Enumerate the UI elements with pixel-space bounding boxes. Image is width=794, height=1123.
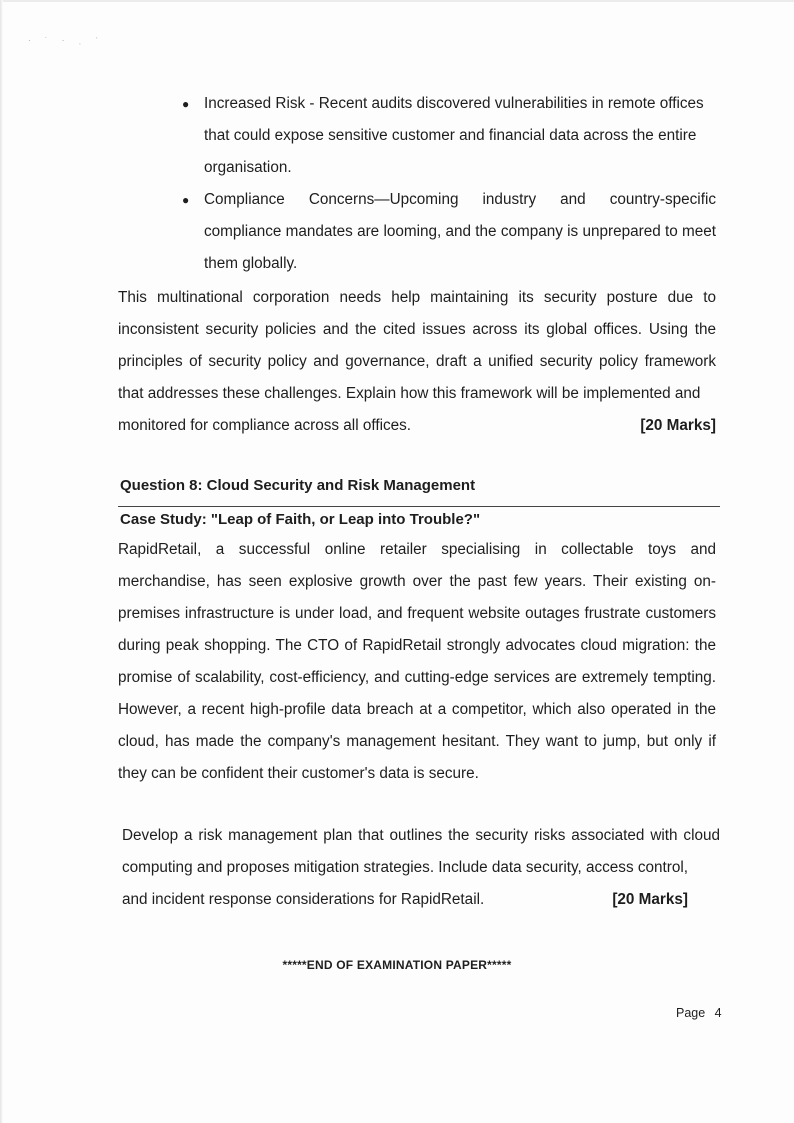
q8-task-last-text: and incident response considerations for RapidRetail. <box>122 891 485 908</box>
case-study-paragraph: RapidRetail, a successful online retailer specialising in collectable toys and merchandise, has seen explosive growth over the past few years. Their existing on-premises infrastructure is under load, and frequent website outages frustrate customers during peak shopping. The CTO of RapidRetail strongly advocates cloud migration: the promise of scalability, cost-efficiency, and cutting-edge services are extremely tempting. However, a recent high-profile data breach at a competitor, which also operated in the cloud, has made the company's management hesitant. They want to jump, but only if they can be confident their customer's data is secure. <box>118 541 716 782</box>
q8-task-paragraph <box>122 820 720 916</box>
page-number: Page 4 <box>676 1006 722 1020</box>
q8-task-last-line <box>122 884 720 916</box>
q7-task-text: This multinational corporation needs help maintaining its security posture due to inconsistent security policies and the cited issues across its global offices. Using the principles of security policy and governance, draft a unified security policy framework that addresses these challenges. Explain how this framework will be implemented and <box>118 289 716 402</box>
case-study-title: Case Study: "Leap of Faith, or Leap into Trouble?" <box>120 511 481 528</box>
bullet-list <box>0 88 794 280</box>
q7-task-paragraph <box>118 282 716 442</box>
bullet-text: Increased Risk - Recent audits discovered vulnerabilities in remote offices that could expose sensitive customer and financial data across the entire organisation. <box>204 95 704 176</box>
q8-task-text: Develop a risk management plan that outlines the security risks associated with cloud computing and proposes mitigation strategies. Include data security, access control, <box>122 827 720 876</box>
scan-specks: · ˙ · ˌ ˈ <box>28 36 105 45</box>
q7-marks: [20 Marks] <box>640 417 716 434</box>
q7-task-last-text: monitored for compliance across all offices. <box>118 417 412 434</box>
q7-task-last-line <box>118 410 716 442</box>
bullet-compliance-concerns <box>182 184 716 280</box>
q8-marks: [20 Marks] <box>612 891 688 908</box>
heading-rule <box>118 506 720 507</box>
question-8-heading: Question 8: Cloud Security and Risk Management <box>120 477 476 494</box>
bullet-dot-icon: ● <box>182 97 190 111</box>
end-of-paper: *****END OF EXAMINATION PAPER***** <box>282 958 512 972</box>
bullet-text: Compliance Concerns—Upcoming industry and country-specific compliance mandates are looming, and the company is unprepared to meet them globally. <box>204 191 716 272</box>
bullet-dot-icon: ● <box>182 193 190 207</box>
scan-edge-top <box>0 0 794 2</box>
bullet-increased-risk <box>182 88 716 184</box>
